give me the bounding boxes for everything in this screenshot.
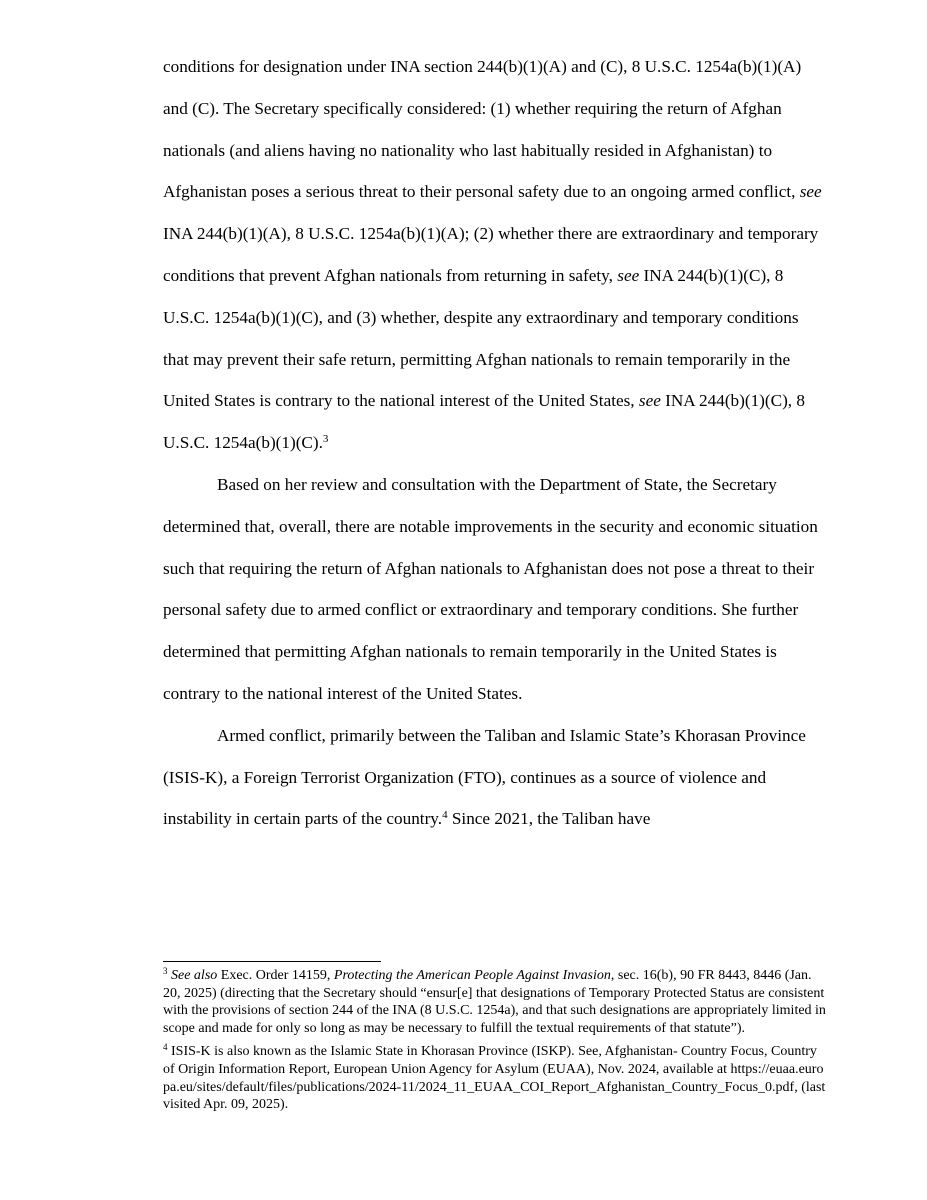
see-signal: see [799, 182, 822, 202]
see-signal: see [638, 391, 661, 411]
see-signal: see [617, 265, 640, 285]
footnote-text: , sec. 16(b), 90 FR 8443, 8446 (Jan. 20, 2025) (directing that the Secretary should “ensur[e] that designations of Temporary Protected Status are consistent with the provisions of section 244 of the INA (8 U.S.C. 1254a), and that such designations are appropriately limited in scope and made for only so long as may be necessary to fulfill the textual requirements of that statute”). [163, 968, 826, 1036]
footnote-mark: 3 [163, 966, 168, 976]
footnote-text: , (last visited Apr. 09, 2025). [163, 1079, 826, 1113]
footnote-text: Exec. Order 14159, [217, 968, 334, 983]
paragraph-text: Armed conflict, primarily between the Taliban and Islamic State’s Khorasan Province (ISIS-K), a Foreign Terrorist Organization (FTO), continues as a source of violence and instability in certain parts of the country. [163, 725, 806, 829]
euaa-report-link[interactable]: https://euaa.europa.eu/sites/default/files/publications/2024-11/2024_11_EUAA_COI_Report_Afghanistan_Country_Focus_0.pdf [163, 1061, 824, 1095]
paragraph-armed-conflict [163, 715, 827, 840]
footnote-text: ISIS-K is also known as the Islamic State in Khorasan Province (ISKP). See, Afghanistan- Country Focus, Country of Origin Information Report, European Union Agency for Asylum (EUAA), Nov. 2024, available at [163, 1044, 817, 1077]
paragraph-text: Since 2021, the Taliban have [447, 809, 651, 829]
see-also-signal: See also [171, 968, 218, 983]
executive-order-title: Protecting the American People Against Invasion [333, 968, 611, 983]
footnote-3 [163, 967, 827, 1037]
footnote-4 [163, 1043, 827, 1113]
footnotes [163, 967, 827, 1120]
footnote-separator [163, 961, 381, 962]
footnote-reference-4[interactable]: 4 [442, 809, 448, 822]
footnote-mark: 4 [163, 1042, 168, 1053]
paragraph-text: conditions for designation under INA section 244(b)(1)(A) and (C), 8 U.S.C. 1254a(b)(1)(A) and (C). The Secretary specifically considered: (1) whether requiring the return of Afghan nationals (and aliens having no nationality who last habitually resided in Afghanistan) to Afghanistan poses a serious threat to their personal safety due to an ongoing armed conflict, [163, 57, 802, 202]
footnote-reference-3[interactable]: 3 [322, 433, 329, 446]
body-text [163, 46, 827, 840]
paragraph-text: INA 244(b)(1)(A), 8 U.S.C. 1254a(b)(1)(A); (2) whether there are extraordinary and temporary conditions that prevent Afghan nationals from returning in safety, [163, 224, 819, 285]
paragraph-text: INA 244(b)(1)(C), 8 U.S.C. 1254a(b)(1)(C), and (3) whether, despite any extraordinary and temporary conditions that may prevent their safe return, permitting Afghan nationals to remain temporarily in the United States is contrary to the national interest of the United States, [163, 265, 799, 411]
paragraph-text: INA 244(b)(1)(C), 8 U.S.C. 1254a(b)(1)(C). [163, 391, 805, 453]
paragraph-secretary-determination: Based on her review and consultation with the Department of State, the Secretary determined that, overall, there are notable improvements in the security and economic situation such that requiring the return of Afghan nationals to Afghanistan does not pose a threat to their personal safety due to armed conflict or extraordinary and temporary conditions. She further determined that permitting Afghan nationals to remain temporarily in the United States is contrary to the national interest of the United States. [163, 474, 818, 703]
paragraph-tps-conditions [163, 46, 827, 464]
